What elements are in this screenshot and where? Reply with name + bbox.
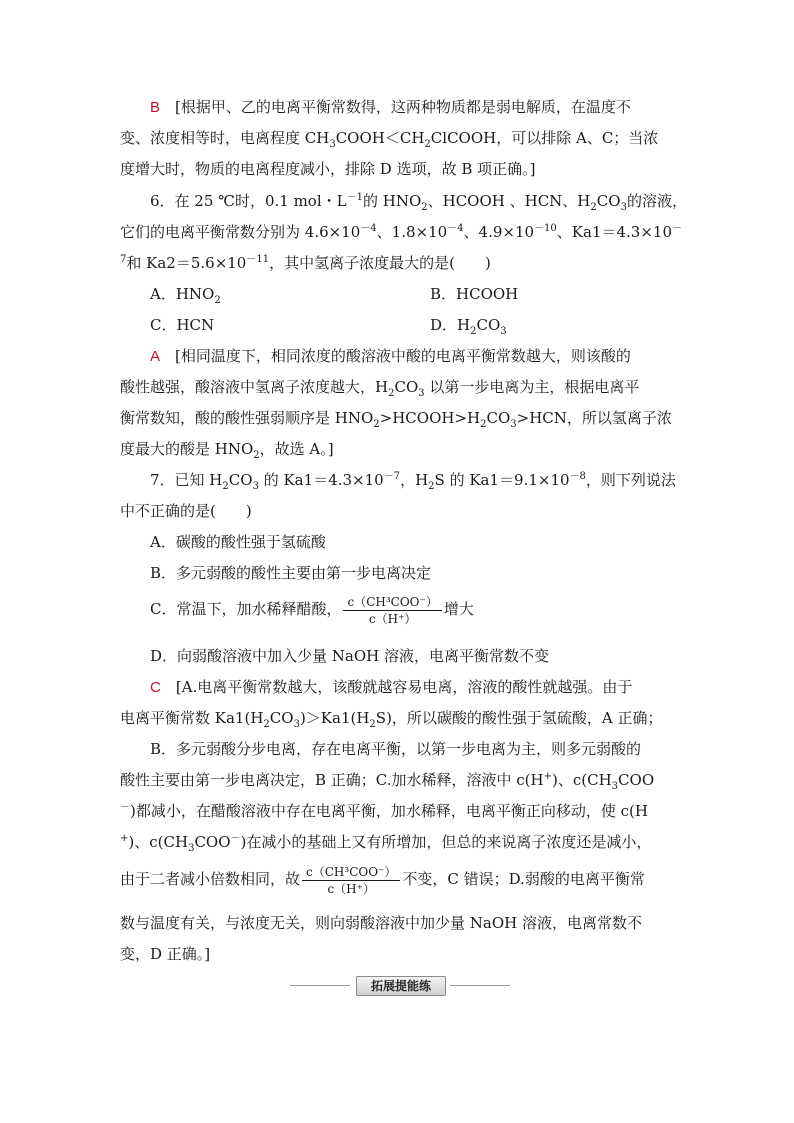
q7-option-c-fraction: $\frac{\text{c（CH³COO⁻）}}{c(H^+)}$ [343,594,441,627]
q7-option-b: B．多元弱酸的酸性主要由第一步电离决定 [150,564,432,582]
q7-answer-line-8: 数与温度有关，与浓度无关，则向弱酸溶液中加少量 NaOH 溶液，电离常数不 [120,914,642,932]
q7-answer-letter: C [150,679,161,696]
q7-answer-line-6: +)、$c(CH_3COO^-)$在减小的基础上又有所增加，但总的来说离子浓度还是减小， [120,833,652,854]
q6-option-a: A．$HNO_2$ [150,285,221,306]
q7-answer-line-7: 由于二者减小倍数相同，故 $\frac{\text{c（CH³COO⁻）}}{c(H^+)}$ 不变，C 错误；D.弱酸的电离平衡常 [120,864,645,896]
q6-answer-line-1: A [相同温度下，相同浓度的酸溶液中酸的电离平衡常数越大，则该酸的 [150,347,631,365]
q7-answer-line-1: C [A.电离平衡常数越大，该酸就越容易电离，溶液的酸性就越强。由于 [150,678,633,696]
q6-answer-line-4: 度最大的酸是 $HNO_2$，故选 A。] [120,440,334,461]
q5-answer-letter: B [150,99,161,116]
q6-stem-line-1: 6．在 25 ℃时，0.1 mol・$L^{-1}$的 $HNO_2$、HCOOH 、HCN、$H_2CO_3$的溶液， [150,192,687,213]
q7-option-a: A．碳酸的酸性强于氢硫酸 [150,533,326,551]
banner-label: 拓展提能练 [356,976,446,996]
q6-option-c: C．HCN [150,316,215,334]
q7-answer-line-3: B．多元弱酸分步电离，存在电离平衡，以第一步电离为主，则多元弱酸的 [150,740,642,758]
q6-answer-line-3: 衡常数知，酸的酸性强弱顺序是 $HNO_2>HCOOH>H_2CO_3>HCN$，所以氢离子浓 [120,409,672,430]
banner-rule-left [290,985,350,986]
q6-stem-line-3: $^7$和 $Ka2=5.6\times 10^{-11}$，其中氢离子浓度最大的是( ) [120,254,491,272]
q7-stem-line-2: 中不正确的是( ) [120,502,252,520]
q7-answer-line-9: 变，D 正确。] [120,945,211,963]
q7-answer-line-4: 酸性主要由第一步电离决定，B 正确；C.加水稀释，溶液中 c(H+)、$c(CH_3COO$ [120,771,655,792]
q6-option-b: B．HCOOH [430,285,519,303]
q7-option-c: C．常温下，加水稀释醋酸， $\frac{\text{c（CH³COO⁻）}}{c(H^+)}$ 增大 [150,594,474,626]
q6-answer-line-2: 酸性越强，酸溶液中氢离子浓度越大，$H_2CO_3$ 以第一步电离为主，根据电离平 [120,378,640,399]
q6-option-d: D．$H_2CO_3$ [430,316,507,337]
q5-answer-line-1: B [根据甲、乙的电离平衡常数得，这两种物质都是弱电解质，在温度不 [150,98,631,116]
q6-stem-line-2: 它们的电离平衡常数分别为 $4.6\times 10^{-4}$、$1.8\times 10^{-4}$、$4.9\times 10^{-10}$、Ka1＝4.3×10－ [120,223,682,241]
q7-answer-line-5: －)都减小，在醋酸溶液中存在电离平衡，加水稀释，电离平衡正向移动，使 c(H [120,802,648,820]
q5-answer-line-3: 度增大时，物质的电离程度减小，排除 D 选项，故 B 项正确。] [120,160,536,178]
q7-answer-line-2: 电离平衡常数 $Ka1(H_2CO_3)>Ka1(H_2S)$，所以碳酸的酸性强于氢硫酸，A 正确； [120,709,663,730]
section-banner [290,975,510,997]
q7-stem-line-1: 7．已知 $H_2CO_3$ 的 $Ka1=4.3\times 10^{-7}$，$H_2S$ 的 $Ka1=9.1\times 10^{-8}$，则下列说法 [150,471,676,492]
q5-answer-line-2: 变、浓度相等时，电离程度 $CH_3COOH<CH_2ClCOOH$，可以排除 A、C；当浓 [120,129,659,150]
q6-answer-letter: A [150,348,161,365]
q7-answer-fraction: $\frac{\text{c（CH³COO⁻）}}{c(H^+)}$ [302,864,400,897]
banner-rule-right [450,985,510,986]
q7-option-d: D．向弱酸溶液中加入少量 NaOH 溶液，电离平衡常数不变 [150,647,550,665]
